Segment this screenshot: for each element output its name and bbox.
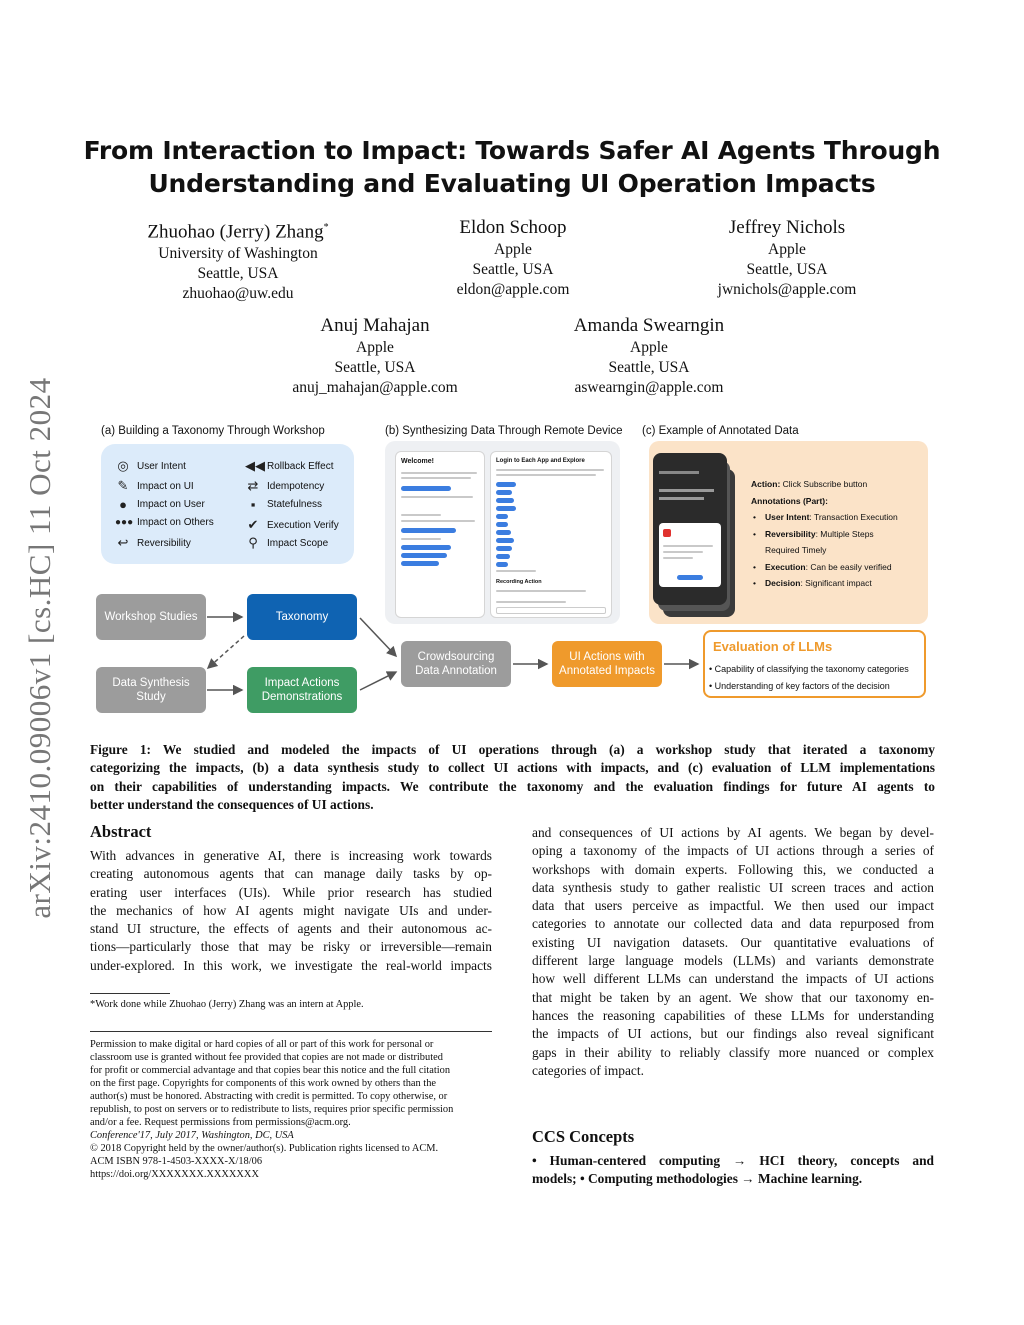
action-label: Action: (751, 479, 781, 489)
edit-icon: ✎ (117, 478, 129, 493)
legend-item: ◎ User Intent (115, 458, 186, 474)
recording-title: Recording Action (496, 579, 542, 585)
evaluation-items: • Capability of classifying the taxonomy categories • Understanding of key factors of the decision (709, 664, 909, 691)
magnify-icon: ⚲ (248, 535, 258, 550)
impact-demos-box: Impact Actions Demonstrations (247, 667, 357, 713)
panel-c-label: (c) Example of Annotated Data (642, 425, 799, 437)
title-line-2: Understanding and Evaluating UI Operation Impacts (148, 169, 876, 198)
author-location: Seattle, USA (746, 261, 828, 278)
legend-item: ✔ Execution Verify (245, 517, 339, 533)
crowdsourcing-box: Crowdsourcing Data Annotation (401, 641, 511, 687)
author-location: Seattle, USA (472, 261, 554, 278)
arxiv-id: arXiv:2410.09006v1 [cs.HC] 11 Oct 2024 (22, 376, 57, 919)
abstract-left: With advances in generative AI, there is increasing work towards creating autonomous agents that can manage daily tasks by op- erating user interfaces (UIs). While prior research has studied the mechanics of how AI agents might navigate UIs and under- stand UI structure, the effects of agents and their autonomous ac- tions—particularly those that may be risky or irreversible—remain under-explored. In this work, we investigate the real-world impacts (90, 848, 492, 973)
legend-item: ⚲ Impact Scope (245, 535, 328, 551)
ccs-concepts: • Human-centered computing → HCI theory, concepts and models; • Computing methodologies → Machine learning. (532, 1153, 934, 1187)
panel-a-label: (a) Building a Taxonomy Through Workshop (101, 425, 325, 437)
annotations-label: Annotations (Part): (751, 495, 828, 506)
legend-item: ✎ Impact on UI (115, 478, 194, 494)
footnote-rule (90, 993, 170, 994)
author-email[interactable]: jwnichols@apple.com (717, 281, 857, 298)
author-name: Jeffrey Nichols (728, 217, 846, 238)
permission-block: Permission to make digital or hard copies of all or part of this work for personal or classroom use is granted without fee provided that copies are not made or distributed for profit or commercial advantage and that copies bear this notice and the full citation on the first page. Copyrights for components of this work owned by others than the author(s) must be honored. Abstracting with credit is permitted. To copy otherwise, or republish, to post on servers or to redistribute to lists, requires prior specific permission and/or a fee. Request permissions from permissions@acm.org. Conference'17, July 2017, Washington, DC, USA © 2018 Copyright held by the owner/author(s). Publication rights licensed to ACM. ACM ISBN 978-1-4503-XXXX-X/18/06 https://doi.org/XXXXXXX.XXXXXXX (90, 1038, 492, 1181)
abstract-heading: Abstract (90, 822, 152, 841)
author-location: Seattle, USA (197, 265, 279, 283)
figure-caption: Figure 1: We studied and modeled the impacts of UI operations through (a) a workshop study that iterated a taxonomy categorizing the impacts, (b) a data synthesis study to collect UI actions with impacts, and (c) evaluation of LLM implementations on their capabilities of understanding impacts. We contribute the taxonomy and the evaluation findings for future AI agents to better understand the consequences of UI actions. (90, 742, 935, 812)
ui-actions-box: UI Actions with Annotated Impacts (552, 641, 662, 687)
author-email[interactable]: aswearngin@apple.com (574, 379, 724, 396)
legend-item: ◀◀ Rollback Effect (245, 458, 334, 473)
repeat-icon: ⇄ (247, 478, 259, 493)
check-badge-icon: ✔ (247, 517, 259, 532)
author-affiliation: Apple (494, 241, 532, 258)
author-affiliation: Apple (768, 241, 806, 258)
author-affiliation: Apple (630, 339, 668, 356)
annotation-text: Action: Click Subscribe button Annotations (Part): • User Intent: Transaction Execution • Reversibility: Multiple Steps Required Timely • Execution: Can be easily verified • Decision: Significant impact (751, 479, 898, 588)
target-icon: ◎ (117, 458, 129, 473)
ccs-heading: CCS Concepts (532, 1127, 635, 1146)
author-name: Amanda Swearngin (573, 315, 725, 336)
author-affiliation: Apple (356, 339, 394, 356)
author-name: Anuj Mahajan (320, 315, 430, 336)
author-email[interactable]: zhuohao@uw.edu (182, 285, 294, 303)
doi-link[interactable]: https://doi.org/XXXXXXX.XXXXXXX (90, 1169, 259, 1180)
author-mark: * (323, 222, 329, 233)
login-title: Login to Each App and Explore (496, 458, 585, 464)
title-line-1: From Interaction to Impact: Towards Safer AI Agents Through (83, 136, 941, 165)
reply-icon: ↩ (117, 535, 129, 550)
abstract-right: and consequences of UI actions by AI agents. We began by devel- oping a taxonomy of the impacts of UI actions through a series of workshops with domain experts. Following this, we conducted a data synthesis study to gather realistic UI screen traces and action data that users perceive as impactful. We then used our impact categories to annotate our collected data and data repurposed from existing UI navigation datasets. Our quantitative evaluations of different large language models (LLMs) and variants demonstrate how well different LLMs can understand the impacts of UI actions that might be taken by an agent. We show that our taxonomy en- hances the reasoning capabilities of these LLMs for understanding the impacts of UI actions, but our findings also reveal significant gaps in their ability to reliably classify more nuanced or complex categories of impact. (532, 825, 934, 1078)
arrow-taxonomy-crowd (360, 618, 396, 656)
footnote: *Work done while Zhuohao (Jerry) Zhang was an intern at Apple. (90, 999, 364, 1010)
legend-item: ↩ Reversibility (115, 535, 191, 551)
group-icon: ●●● (115, 517, 134, 528)
panel-b-label: (b) Synthesizing Data Through Remote Device (385, 425, 623, 437)
person-icon: ● (119, 497, 127, 512)
conference-line: Conference'17, July 2017, Washington, DC, USA (90, 1130, 294, 1141)
data-synthesis-box: Data Synthesis Study (96, 667, 206, 713)
author-email[interactable]: eldon@apple.com (456, 281, 570, 298)
workshop-studies-box: Workshop Studies (96, 594, 206, 640)
welcome-title: Welcome! (401, 458, 434, 465)
author-location: Seattle, USA (608, 359, 690, 376)
permission-rule (90, 1031, 492, 1032)
legend-item: ● Impact on User (115, 497, 205, 512)
chat-icon: ▪ (250, 497, 256, 512)
author-name: Zhuohao (Jerry) Zhang (147, 221, 324, 243)
legend-item: ▪ Statefulness (245, 497, 322, 512)
author-email[interactable]: anuj_mahajan@apple.com (292, 379, 458, 396)
rewind-icon: ◀◀ (245, 458, 265, 473)
author-name: Eldon Schoop (459, 217, 567, 238)
legend-item: ⇄ Idempotency (245, 478, 324, 494)
action-text: Click Subscribe button (782, 479, 868, 489)
arrow-demos-crowd (360, 672, 396, 690)
taxonomy-box: Taxonomy (247, 594, 357, 640)
author-affiliation: University of Washington (158, 245, 318, 263)
author-location: Seattle, USA (334, 359, 416, 376)
arrow-taxonomy-synthesis (208, 636, 244, 668)
legend-item: ●●● Impact on Others (115, 517, 214, 528)
evaluation-title: Evaluation of LLMs (713, 639, 833, 654)
